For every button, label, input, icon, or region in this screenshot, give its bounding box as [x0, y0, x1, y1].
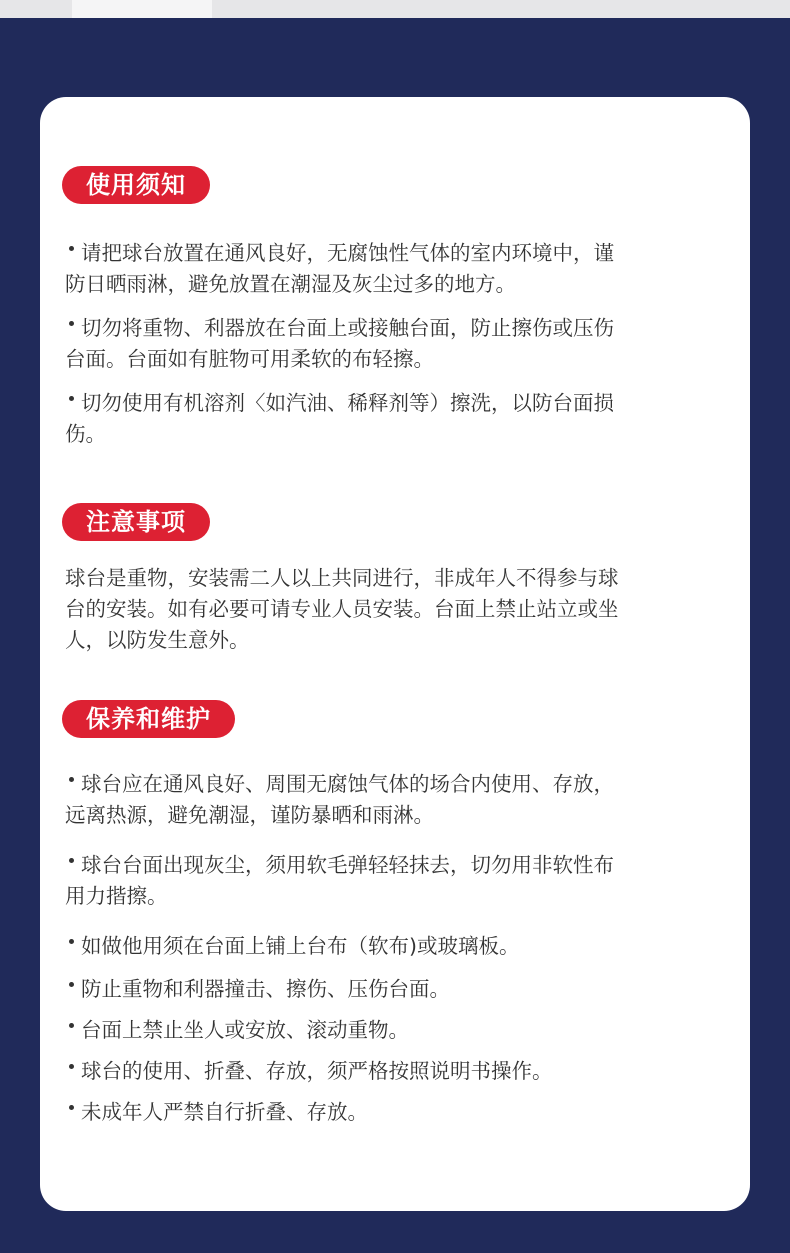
- list-item: [65, 1056, 725, 1087]
- item-text: 防止重物和利器撞击、擦伤、压伤台面。: [81, 977, 450, 1001]
- item-text: 未成年人严禁自行折叠、存放。: [81, 1100, 368, 1124]
- list-item: [65, 850, 725, 912]
- item-text: 切勿将重物、利器放在台面上或接触台面，防止擦伤或压伤 台面。台面如有脏物可用柔软的布轻擦。: [65, 316, 614, 371]
- bullet-dot: [69, 939, 74, 944]
- list-item: [65, 1015, 725, 1046]
- bullet-dot: [69, 246, 74, 251]
- bullet-dot: [69, 321, 74, 326]
- list-item: [65, 931, 725, 962]
- item-text: 球台应在通风良好、周围无腐蚀气体的场合内使用、存放， 远离热源，避免潮湿，谨防暴晒和雨淋。: [65, 772, 614, 827]
- list-item: [65, 1097, 725, 1128]
- list-item: [65, 769, 725, 831]
- item-text: 如做他用须在台面上铺上台布（软布)或玻璃板。: [81, 934, 520, 958]
- list-item: [65, 974, 725, 1005]
- section-title-badge: 使用须知: [62, 166, 210, 204]
- bullet-dot: [69, 396, 74, 401]
- notice-card: [40, 97, 750, 1211]
- bullet-dot: [69, 858, 74, 863]
- bullet-dot: [69, 982, 74, 987]
- list-item: [65, 238, 725, 300]
- section-title-badge: 保养和维护: [62, 700, 235, 738]
- bullet-dot: [69, 777, 74, 782]
- top-strip-tab: [72, 0, 212, 18]
- item-text: 球台台面出现灰尘，须用软毛弹轻轻抹去，切勿用非软性布 用力揩擦。: [65, 853, 614, 908]
- list-item: [65, 388, 725, 450]
- paragraph: 球台是重物，安装需二人以上共同进行，非成年人不得参与球 台的安装。如有必要可请专业人员安装。台面上禁止站立或坐 人，以防发生意外。: [65, 566, 619, 652]
- item-text: 请把球台放置在通风良好，无腐蚀性气体的室内环境中，谨 防日晒雨淋，避免放置在潮湿及灰尘过多的地方。: [65, 241, 614, 296]
- item-text: 球台的使用、折叠、存放，须严格按照说明书操作。: [81, 1059, 553, 1083]
- section-title-badge: 注意事项: [62, 503, 210, 541]
- top-strip: [0, 0, 790, 18]
- bullet-dot: [69, 1023, 74, 1028]
- bullet-dot: [69, 1064, 74, 1069]
- bullet-dot: [69, 1105, 74, 1110]
- item-text: 台面上禁止坐人或安放、滚动重物。: [81, 1018, 409, 1042]
- item-text: 切勿使用有机溶剂〈如汽油、稀释剂等）擦洗，以防台面损 伤。: [65, 391, 614, 446]
- list-item: [65, 313, 725, 375]
